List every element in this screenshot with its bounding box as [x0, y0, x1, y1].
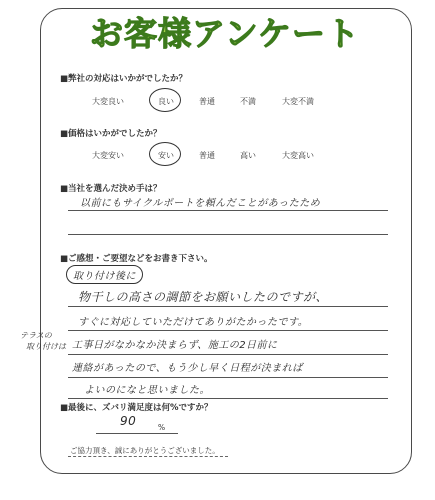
question-comments: ■ご感想・ご要望などをお書き下さい。 [60, 254, 213, 264]
answer-line [68, 377, 388, 378]
answer-line [68, 210, 388, 211]
question-price: ■価格はいかがでしたか？ [60, 129, 162, 139]
option-cheap: 安い [158, 151, 174, 160]
option-very-cheap: 大変安い [92, 151, 124, 160]
comment-line-1: 物干しの高さの調節をお願いしたのですが、 [78, 290, 329, 304]
side-note-1: テラスの [20, 331, 52, 340]
satisfaction-value: 90 [120, 414, 137, 428]
question-satisfaction: ■最後に、ズバリ満足度は何%ですか？ [60, 403, 213, 413]
question-reason: ■当社を選んだ決め手は？ [60, 184, 162, 194]
question-service: ■弊社の対応はいかがでしたか？ [60, 74, 188, 84]
footer-rule [68, 456, 228, 457]
side-note-2: 取り付けは [26, 342, 66, 351]
answer-line [68, 398, 388, 399]
option-very-dissatisfied: 大変不満 [282, 97, 314, 106]
answer-line [96, 433, 178, 434]
answer-line [68, 234, 388, 235]
selected-circle [149, 88, 181, 112]
option-very-good: 大変良い [92, 97, 124, 106]
option-normal: 普通 [199, 151, 215, 160]
answer-line [68, 306, 388, 307]
percent-unit: % [158, 423, 166, 432]
footer-thanks: ご協力頂き、誠にありがとうございました。 [70, 446, 220, 455]
option-expensive: 高い [240, 151, 256, 160]
answer-line [68, 330, 388, 331]
reason-answer: 以前にもサイクルポートを頼んだことがあったため [80, 198, 321, 209]
option-very-expensive: 大変高い [282, 151, 314, 160]
comment-line-4: 連絡があったので、もう少し早く日程が決まれば [72, 363, 303, 374]
selected-circle [149, 142, 181, 166]
option-normal: 普通 [199, 97, 215, 106]
answer-line [68, 354, 388, 355]
option-dissatisfied: 不満 [240, 97, 256, 106]
page-title: お客様アンケート [89, 14, 361, 53]
comment-line-5: よいのになと思いました。 [84, 385, 210, 396]
boxed-note: 取り付け後に [66, 265, 143, 284]
comment-line-2: すぐに対応していただけてありがたかったです。 [78, 317, 309, 328]
comment-line-3: 工事日がなかなか決まらず、施工の2日前に [72, 340, 278, 351]
option-good: 良い [158, 97, 174, 106]
